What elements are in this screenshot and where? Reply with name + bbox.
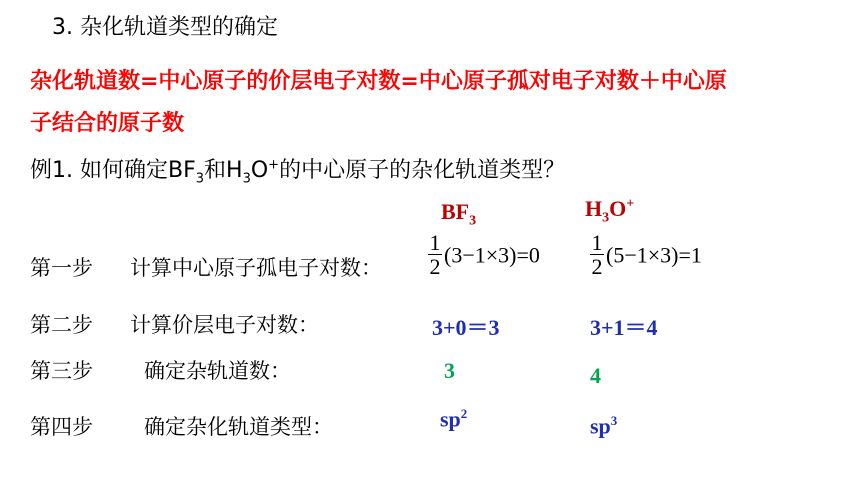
sp-sup-bf3: 2 [460,406,468,421]
formula-expr-h3o: (5−1×3)=1 [606,242,702,268]
fraction-num-bf3: 1 [429,230,441,255]
bf3-sub: 3 [469,213,477,229]
step-desc-1: 计算中心原子孤电子对数： [130,256,382,280]
step-label-2: 第二步 [30,313,93,337]
step3-value-h3o: 4 [590,363,601,388]
sp-base-h3o: sp [590,413,611,439]
h3o-o: O [609,196,627,221]
h3o-sub: 3 [602,210,610,226]
example-question [30,153,565,186]
fraction-bf3 [428,232,442,279]
step-desc-4: 确定杂化轨道类型： [144,415,333,439]
example-o: O [250,158,269,183]
column-header-bf3 [441,199,476,229]
bf3-main: BF [441,199,470,224]
sp-base-bf3: sp [440,406,461,432]
fraction-den-bf3: 2 [429,254,441,279]
fraction-num-h3o: 1 [591,230,603,255]
example-sub-2: 3 [242,171,251,187]
formula-bf3 [428,232,540,279]
step-desc-2: 计算价层电子对数： [130,313,319,337]
section-heading: 3. 杂化轨道类型的确定 [52,15,278,40]
step2-value-bf3: 3+0＝3 [432,315,500,340]
step-label-1: 第一步 [30,256,93,280]
step4-value-h3o [590,413,617,439]
formula-h3o [590,232,702,279]
example-suffix: 的中心原子的杂化轨道类型？ [279,158,566,183]
step4-value-bf3 [440,406,467,432]
step3-value-bf3: 3 [444,358,455,383]
fraction-h3o [590,232,604,279]
column-header-h3o [585,196,634,226]
example-sup: + [268,157,280,173]
step2-value-h3o: 3+1＝4 [590,315,658,340]
rule-line-1: 杂化轨道数=中心原子的价层电子对数=中心原子孤对电子对数＋中心原 [30,69,727,94]
example-mid: 和H [204,158,243,183]
h3o-sup: + [626,196,635,212]
example-prefix: 例1. 如何确定BF [30,158,196,183]
formula-expr-bf3: (3−1×3)=0 [444,242,540,268]
h3o-h: H [585,196,603,221]
step-label-4: 第四步 [30,415,93,439]
sp-sup-h3o: 3 [610,413,618,428]
example-sub-1: 3 [195,171,205,187]
rule-line-2: 子结合的原子数 [30,111,185,136]
step-label-3: 第三步 [30,359,93,383]
step-desc-3: 确定杂轨道数： [144,359,291,383]
fraction-den-h3o: 2 [591,254,603,279]
